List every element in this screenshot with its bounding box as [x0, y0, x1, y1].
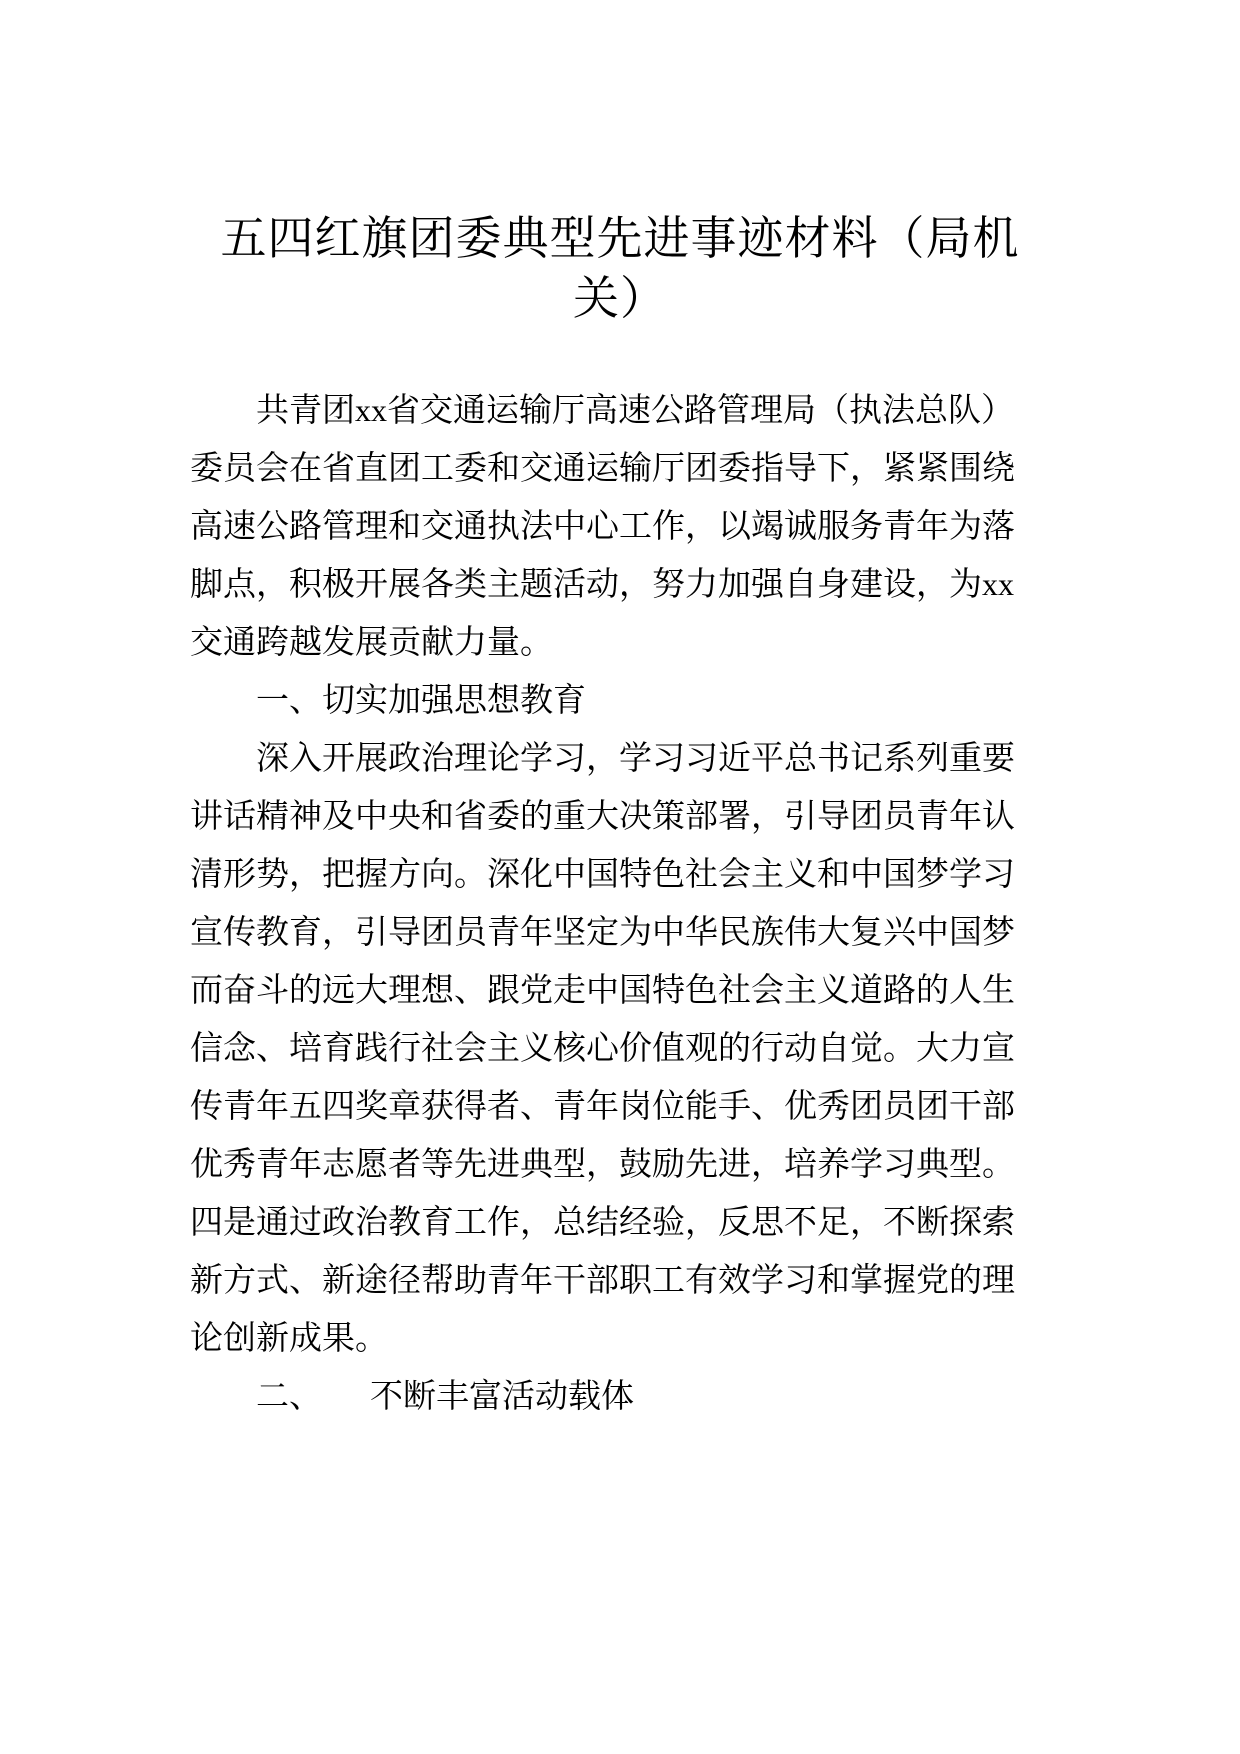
intro-line-4: 脚点，积极开展各类主题活动，努力加强自身建设，为xx: [190, 564, 1014, 603]
section-1-line-4: 宣传教育，引导团员青年坚定为中华民族伟大复兴中国梦: [190, 912, 1015, 951]
section-1-line-7: 传青年五四奖章获得者、青年岗位能手、优秀团员团干部: [190, 1086, 1015, 1125]
intro-line-2: 委员会在省直团工委和交通运输厅团委指导下，紧紧围绕: [190, 448, 1015, 487]
section-1-line-11: 论创新成果。: [190, 1318, 388, 1357]
intro-line-5: 交通跨越发展贡献力量。: [190, 622, 553, 661]
intro-line-1: 共青团xx省交通运输厅高速公路管理局（执法总队）: [256, 390, 1014, 429]
section-1-line-8: 优秀青年志愿者等先进典型，鼓励先进，培养学习典型。: [190, 1144, 1015, 1183]
intro-line-3: 高速公路管理和交通执法中心工作，以竭诚服务青年为落: [190, 506, 1015, 545]
section-1-line-9: 四是通过政治教育工作，总结经验，反思不足，不断探索: [190, 1202, 1015, 1241]
section-heading-2: [190, 1374, 1060, 1418]
section-1-line-2: 讲话精神及中央和省委的重大决策部署，引导团员青年认: [190, 796, 1015, 835]
section-heading-1: 一、切实加强思想教育: [256, 680, 586, 719]
section-heading-2-number: 二、: [256, 1376, 322, 1415]
section-1-line-5: 而奋斗的远大理想、跟党走中国特色社会主义道路的人生: [190, 970, 1015, 1009]
section-heading-2-text: 不断丰富活动载体: [370, 1376, 634, 1415]
section-1-line-6: 信念、培育践行社会主义核心价值观的行动自觉。大力宣: [190, 1028, 1015, 1067]
section-1-line-1: 深入开展政治理论学习，学习习近平总书记系列重要: [256, 738, 1015, 777]
document-title-line-2: 关）: [573, 271, 667, 325]
section-1-line-3: 清形势，把握方向。深化中国特色社会主义和中国梦学习: [190, 854, 1015, 893]
section-1-line-10: 新方式、新途径帮助青年干部职工有效学习和掌握党的理: [190, 1260, 1015, 1299]
document-title-line-1: 五四红旗团委典型先进事迹材料（局机: [220, 211, 1020, 265]
